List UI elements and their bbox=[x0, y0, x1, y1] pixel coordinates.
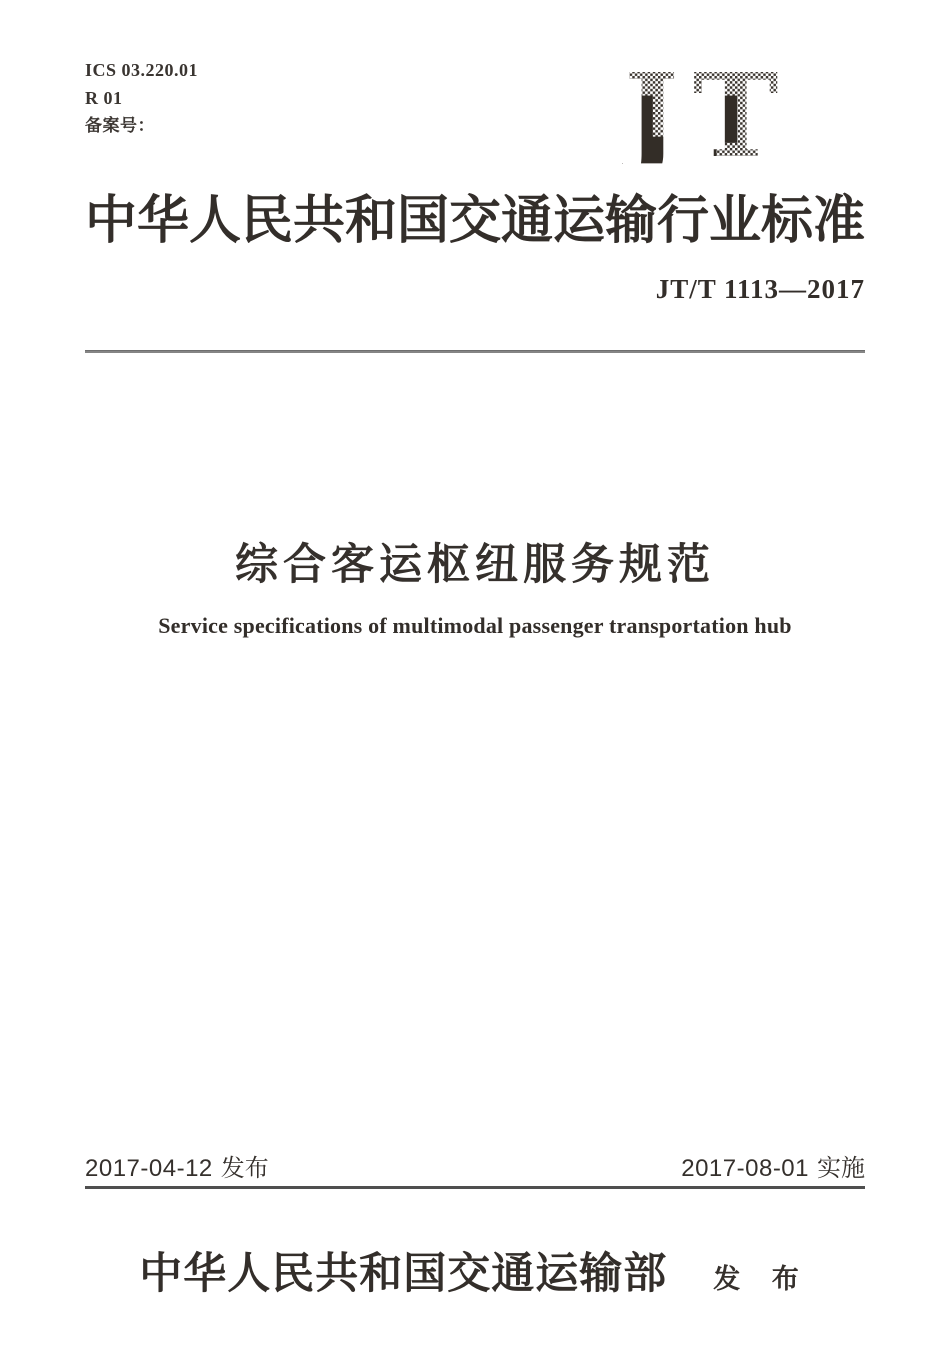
document-title-en: Service specifications of multimodal passenger transportation hub bbox=[158, 613, 792, 638]
record-number-label: 备案号： bbox=[85, 116, 155, 135]
jt-logo bbox=[622, 60, 812, 164]
classification-block bbox=[85, 56, 198, 140]
issue-label: 发布 bbox=[220, 1155, 269, 1182]
bottom-rule bbox=[85, 1186, 865, 1189]
ics-code: ICS 03.220.01 bbox=[85, 60, 199, 80]
publish-label: 发 布 bbox=[713, 1264, 811, 1294]
jt-logo-fill bbox=[622, 61, 812, 164]
publisher-name: 中华人民共和国交通运输部 bbox=[139, 1251, 668, 1298]
document-title-cn: 综合客运枢纽服务规范 bbox=[235, 541, 715, 589]
implement-date-group bbox=[681, 1148, 865, 1183]
standard-series-title: 中华人民共和国交通运输行业标准 bbox=[85, 193, 866, 250]
class-code: R 01 bbox=[85, 88, 123, 108]
top-rule bbox=[85, 350, 865, 353]
publisher-row bbox=[0, 1240, 950, 1301]
issue-date-group bbox=[85, 1148, 269, 1183]
standard-code: JT/T 1113—2017 bbox=[655, 274, 865, 304]
date-row bbox=[85, 1148, 865, 1183]
issue-date: 2017-04-12 bbox=[85, 1155, 213, 1182]
implement-label: 实施 bbox=[817, 1155, 865, 1182]
implement-date: 2017-08-01 bbox=[681, 1155, 809, 1182]
